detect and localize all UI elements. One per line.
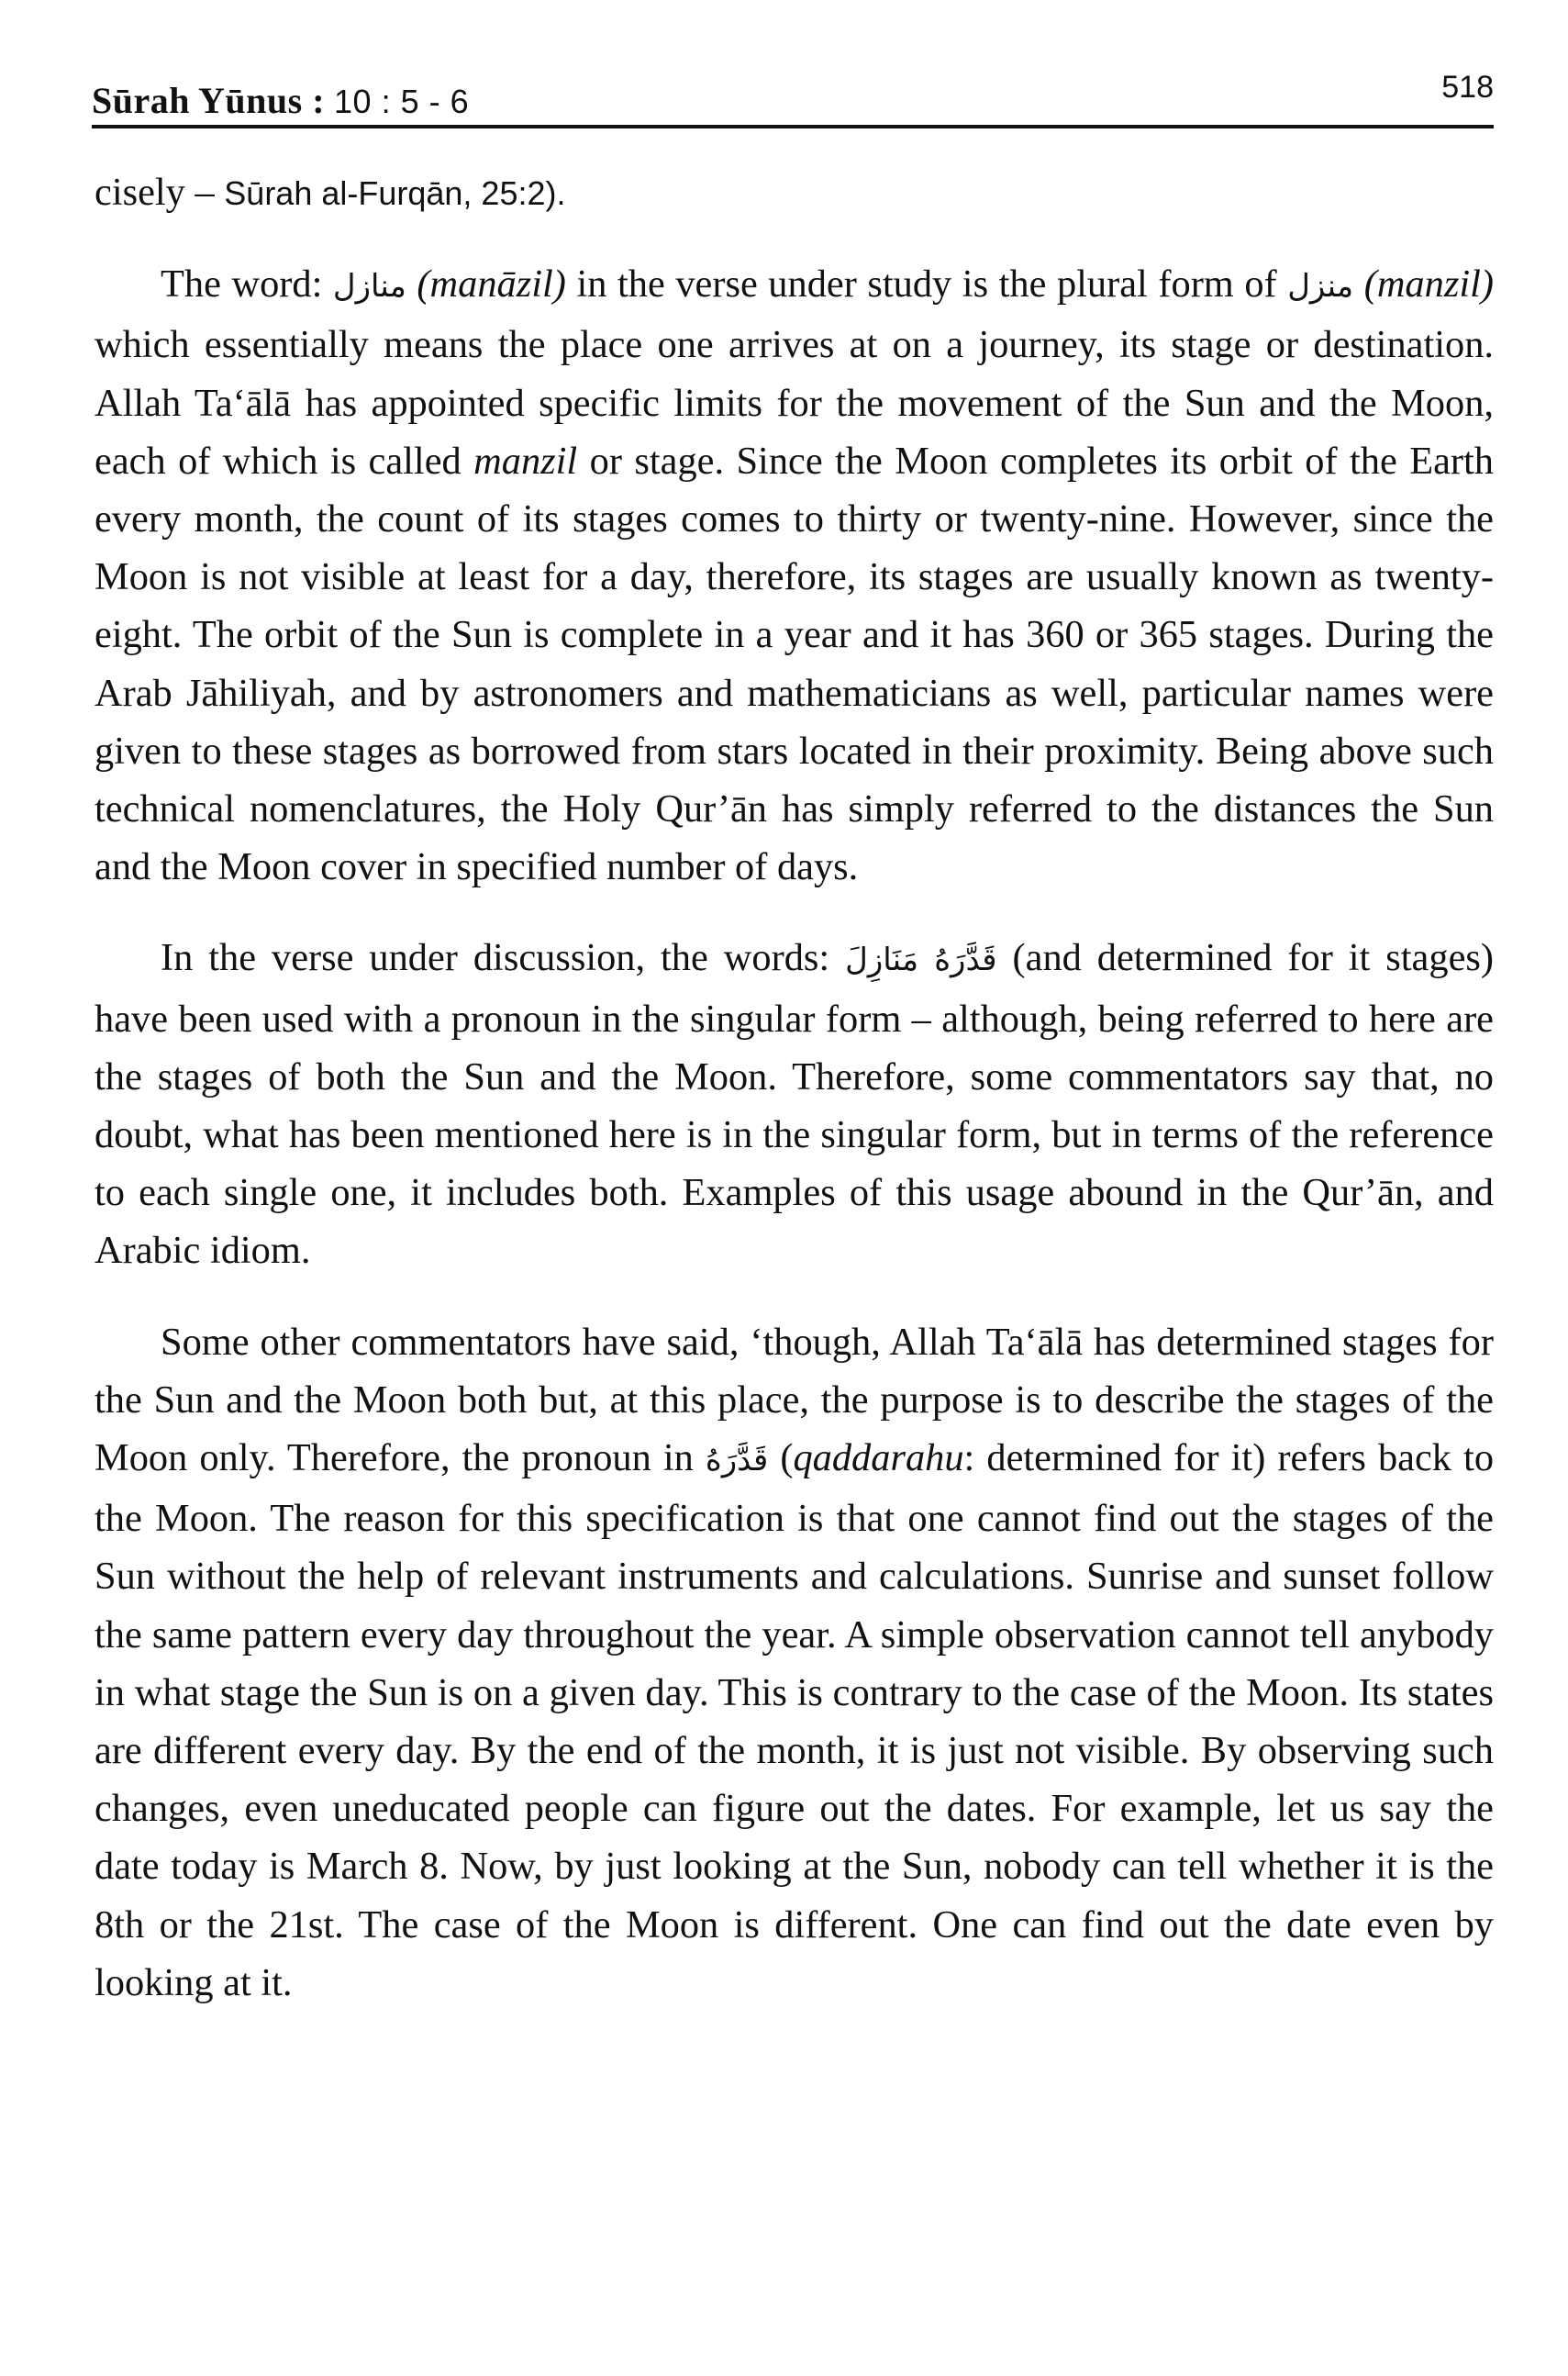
- text-run: In the verse under discussion, the words:: [161, 936, 846, 980]
- arabic-term: منزل: [1287, 268, 1354, 306]
- italic-term: manzil: [473, 439, 578, 483]
- text-run: [1353, 262, 1364, 306]
- text-run: cisely –: [95, 171, 225, 214]
- text-run: The word:: [161, 262, 333, 307]
- text-run: in the verse under study is the plural form of: [565, 262, 1288, 307]
- running-header: [92, 57, 1494, 127]
- text-run: (and determined for it stages) have been used with a pronoun in the singular form – although, being referred to here are the stages of both the Sun and the Moon. Therefore, some commentators say that, no doubt, what has been mentioned here is in the singular form, but in terms of the reference to each single one, it includes both. Examples of this usage abound in the Qur’ān, and Arabic idiom.: [95, 936, 1494, 1273]
- paragraph-moon-stages: [95, 1313, 1494, 2012]
- page-number: 518: [1441, 70, 1494, 105]
- paragraph-singular-pronoun: [95, 929, 1494, 1279]
- body-text: [95, 163, 1494, 2045]
- text-run: or stage. Since the Moon completes its orbit of the Earth every month, the count of its stages comes to thirty or twenty-nine. However, since the Moon is not visible at least for a day, therefore, its stages are usually known as twenty- eight. The orbit of the Sun is complete in a year and it has 360 or 365 stages. During the Arab Jāhiliyah, and by astronomers and mathematicians as well, particular names were given to these stages as borrowed from stars located in their proximity. Being above such technical nomenclatures, the Holy Qur’ān has simply referred to the distances the Sun and the Moon cover in specified number of days.: [95, 439, 1494, 889]
- paragraph-manazil: [95, 255, 1494, 896]
- citation: Sūrah al-Furqān, 25:2).: [224, 174, 566, 212]
- paragraph-continued: [95, 163, 1494, 222]
- arabic-term: قَدَّرَهُ: [705, 1442, 769, 1479]
- transliteration: qaddarahu: [793, 1436, 964, 1480]
- verse-reference: 10 : 5 - 6: [334, 83, 470, 120]
- text-run: Some other commentators have said, ‘though, Allah Ta‘ālā has determined stages for the Sun and the Moon both but, at this place, the purpose is to describe the stages of the Moon only. Therefore, the pronoun in: [95, 1320, 1494, 1480]
- transliteration: (manāzil): [417, 262, 566, 307]
- arabic-term: قَدَّرَهُ مَنَازِلَ: [845, 942, 997, 979]
- text-run: (: [768, 1436, 794, 1480]
- transliteration: (manzil): [1363, 262, 1494, 307]
- text-run: : determined for it) refers back to the Moon. The reason for this specification is that one cannot find out the stages of the Sun without the help of relevant instruments and calculations. Sunrise and sunset follow the same pattern every day throughout the year. A simple observation cannot tell anybody in what stage the Sun is on a given day. This is contrary to the case of the Moon. Its states are different every day. By the end of the month, it is just not visible. By observing such changes, even uneducated people can figure out the dates. For example, let us say the date today is March 8. Now, by just looking at the Sun, nobody can tell whether it is the 8th or the 21st. The case of the Moon is different. One can find out the date even by looking at it.: [95, 1436, 1495, 2004]
- surah-name: Sūrah Yūnus :: [92, 80, 326, 121]
- text-run: [406, 262, 417, 306]
- arabic-term: منازل: [332, 268, 406, 306]
- surah-title: [92, 79, 469, 122]
- text-run: which essentially means the place one arrives at on a journey, its stage or destination. Allah Ta‘ālā has appointed specific limits for the movement of the Sun and the Moon, each of which is called: [95, 323, 1494, 483]
- header-rule: [92, 125, 1494, 128]
